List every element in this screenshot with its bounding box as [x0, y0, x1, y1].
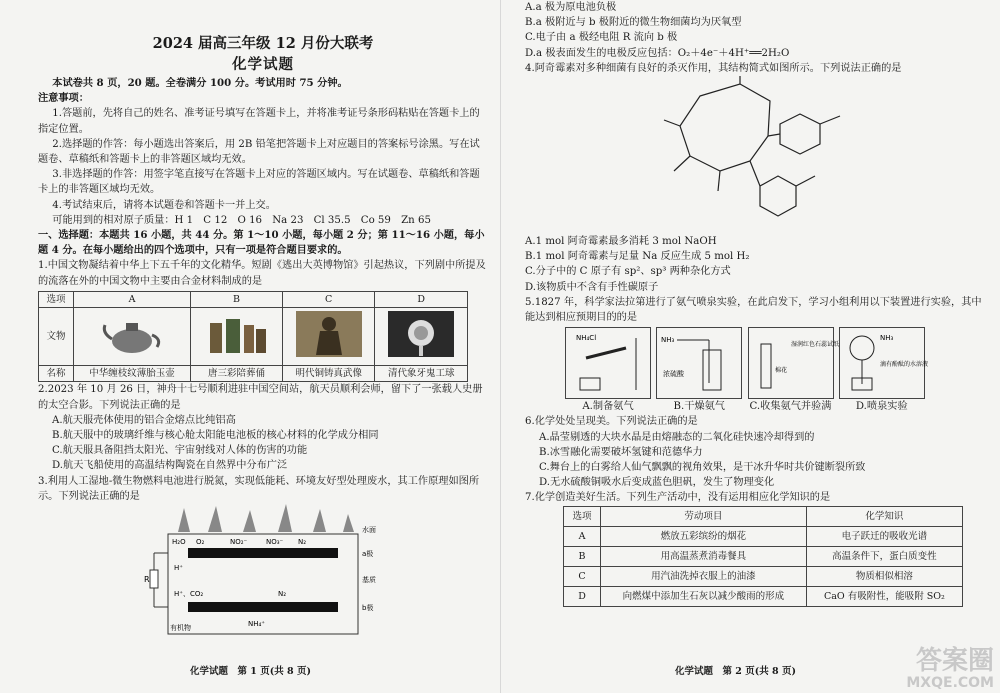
artifact-teapot-image	[74, 308, 191, 366]
q6-option: A.晶莹剔透的大块水晶是由熔融态的二氧化硅快速冷却得到的	[539, 431, 815, 443]
table-cell: C	[282, 291, 375, 307]
diagram-label: N₂	[298, 538, 307, 547]
diagram-label: 水面	[362, 526, 376, 535]
page-footer: 化学试题 第 1 页(共 8 页)	[190, 665, 311, 677]
apparatus-caption: D.喷泉实验	[855, 401, 908, 413]
table-cell: C	[564, 566, 601, 586]
diagram-label: NH₄⁺	[248, 620, 266, 629]
table-row	[39, 308, 468, 366]
table-row	[564, 586, 963, 606]
q3-option: C.电子由 a 极经电阻 R 流向 b 极	[525, 32, 678, 44]
diagram-label: b极	[362, 604, 374, 613]
table-header: 选项	[564, 506, 601, 526]
table-cell: B	[191, 291, 283, 307]
exam-title: 2024 届高三年级 12 月份大联考	[152, 35, 374, 52]
apparatus-b	[656, 327, 742, 414]
note-item: 4.考试结束后，请将本试题卷和答题卡一并上交。	[52, 199, 276, 211]
q7-table	[563, 506, 963, 607]
page-footer: 化学试题 第 2 页(共 8 页)	[675, 665, 796, 677]
table-cell: 唐三彩陪葬俑	[191, 366, 283, 382]
q4-option: B.1 mol 阿奇霉素与足量 Na 反应生成 5 mol H₂	[525, 251, 750, 263]
table-cell: 用汽油洗掉衣服上的油漆	[601, 566, 807, 586]
watermark-logo	[906, 647, 994, 691]
q6-option: C.舞台上的白雾给人仙气飘飘的视角效果，是干冰升华时共价键断裂所致	[539, 462, 866, 474]
note-item: 3.非选择题的作答：用签字笔直接写在答题卡上对应的答题区域内。写在试题卷、草稿纸和答题卡上的非答题区域均无效。	[38, 169, 480, 196]
table-cell: 选项	[39, 291, 74, 307]
q4-stem: 4.阿奇霉素对多种细菌有良好的杀灭作用，其结构简式如图所示。下列说法正确的是	[525, 62, 902, 74]
table-cell: 明代铜铸真武像	[282, 366, 375, 382]
diagram-label: NO₃⁻	[266, 538, 284, 547]
wetland-fuel-cell-diagram	[144, 504, 388, 644]
table-cell: D	[564, 586, 601, 606]
note-item: 2.选择题的作答：每小题选出答案后，用 2B 铅笔把答题卡上对应题目的答案标号涂黑。写在试题卷、草稿纸和答题卡上的非答题区域均无效。	[38, 138, 480, 166]
q6-stem: 6.化学处处呈现美。下列说法正确的是	[525, 416, 698, 428]
diagram-label: H⁺、CO₂	[174, 590, 204, 599]
apparatus-d	[839, 327, 928, 414]
q2-option: C.航天服具备阻挡太阳光、宇宙射线对人体的伤害的功能	[52, 445, 308, 457]
q3-stem: 3.利用人工湿地-微生物燃料电池进行脱氮，实现低能耗、环境友好型处理废水，其工作原理如图所示。下列说法正确的是	[38, 475, 480, 502]
q3-option: D.a 极表面发生的电极反应包括：O₂＋4e⁻＋4H⁺══2H₂O	[525, 47, 790, 59]
q5-stem: 5.1827 年，科学家法拉第进行了氨气喷泉实验，在此启发下，学习小组利用以下装置进行实验，其中能达到相应预期目的的是	[525, 296, 982, 324]
table-row	[564, 526, 963, 546]
q4-option: C.分子中的 C 原子有 sp²、sp³ 两种杂化方式	[525, 266, 731, 278]
q6-option: B.冰雪融化需要破坏氢键和范德华力	[539, 446, 703, 458]
watermark-url: MXQE.COM	[906, 675, 994, 691]
watermark-text: 答案圈	[915, 646, 994, 676]
q2-option: A.航天服壳体使用的铝合金熔点比纯铝高	[52, 414, 236, 426]
table-cell: 清代象牙鬼工球	[375, 366, 468, 382]
apparatus-label: NH₄Cl	[576, 334, 597, 343]
table-cell: 高温条件下，蛋白质变性	[806, 546, 962, 566]
artifact-tang-figures-image	[191, 308, 283, 366]
diagram-label: 有机物	[170, 624, 191, 633]
notes-heading: 注意事项：	[38, 92, 89, 105]
apparatus-label: NH₃	[879, 334, 894, 343]
q3-option: A.a 极为原电池负极	[525, 2, 617, 13]
diagram-label: H⁺	[174, 564, 183, 573]
q5-apparatus-row	[565, 327, 986, 414]
q2-option: B.航天服中的玻璃纤维与核心舱太阳能电池板的核心材料的化学成分相同	[52, 430, 379, 442]
apparatus-caption: A.制备氨气	[582, 401, 634, 413]
atomic-masses: 可能用到的相对原子质量：H 1 C 12 O 16 Na 23 Cl 35.5 Co 59 Zn 65	[52, 214, 431, 226]
q1-table	[38, 291, 468, 383]
table-cell: D	[375, 291, 468, 307]
resistor-label: R	[144, 575, 150, 585]
table-row	[564, 566, 963, 586]
table-header: 劳动项目	[601, 506, 807, 526]
apparatus-label: 湿润红色石蕊试纸	[790, 341, 839, 349]
table-cell: 电子跃迁的吸收光谱	[806, 526, 962, 546]
table-row	[564, 506, 963, 526]
diagram-label: H₂O	[172, 538, 186, 547]
diagram-label: N₂	[278, 590, 287, 599]
q4-option: D.该物质中不含有手性碳原子	[525, 281, 659, 293]
table-row	[39, 366, 468, 382]
q2-stem: 2.2023 年 10 月 26 日，神舟十七号顺利进驻中国空间站，航天员顺利会师，留下了一张载人史册的太空合影。下列说法正确的是	[38, 384, 483, 411]
apparatus-label: NH₃	[661, 336, 675, 345]
table-cell: 用高温蒸煮消毒餐具	[601, 546, 807, 566]
azithromycin-structure-diagram	[660, 76, 880, 234]
diagram-label: a极	[362, 550, 374, 559]
table-row	[39, 291, 468, 307]
apparatus-label: 棉花	[774, 367, 787, 375]
apparatus-label: 浓硫酸	[663, 370, 685, 379]
diagram-label: 基质	[362, 576, 376, 585]
section-heading: 一、选择题：本题共 16 小题，共 44 分。第 1～10 小题，每小题 2 分；第 11～16 小题，每小题 4 分。在每小题给出的四个选项中，只有一项是符合题目要求的。	[38, 229, 485, 257]
table-cell: 向燃煤中添加生石灰以减少酸雨的形成	[601, 586, 807, 606]
exam-intro: 本试卷共 8 页，20 题。全卷满分 100 分。考试用时 75 分钟。	[52, 77, 348, 89]
artifact-ivory-ball-image	[375, 308, 468, 366]
q3-option: B.a 极附近与 b 极附近的微生物细菌均为厌氧型	[525, 17, 742, 29]
table-cell: A	[564, 526, 601, 546]
q2-option: D.航天飞船使用的高温结构陶瓷在自然界中分布广泛	[52, 460, 288, 472]
q4-option: A.1 mol 阿奇霉素最多消耗 3 mol NaOH	[525, 236, 717, 248]
artifact-bronze-statue-image	[282, 308, 375, 366]
apparatus-c	[748, 327, 839, 414]
table-header: 化学知识	[806, 506, 962, 526]
table-cell: 名称	[39, 366, 74, 382]
table-cell: A	[74, 291, 191, 307]
apparatus-label: 滴有酚酞的水溶液	[879, 361, 928, 369]
table-cell: CaO 有吸附性，能吸附 SO₂	[806, 586, 962, 606]
q7-stem: 7.化学创造美好生活。下列生产活动中，没有运用相应化学知识的是	[525, 492, 831, 504]
right-page	[500, 0, 1000, 693]
table-cell: 物质相似相溶	[806, 566, 962, 586]
table-row	[564, 546, 963, 566]
table-cell: 中华缠枝纹薄胎玉壶	[74, 366, 191, 382]
exam-subtitle: 化学试题	[232, 56, 294, 73]
apparatus-caption: C.收集氨气并验满	[749, 401, 832, 413]
note-item: 1.答题前，先将自己的姓名、准考证号填写在答题卡上，并将准考证号条形码粘贴在答题卡上的指定位置。	[38, 108, 480, 135]
diagram-label: O₂	[196, 538, 205, 547]
table-cell: 文物	[39, 308, 74, 366]
table-cell: B	[564, 546, 601, 566]
apparatus-a	[565, 327, 651, 414]
q6-option: D.无水硫酸铜吸水后变成蓝色胆矾，发生了物理变化	[539, 477, 775, 489]
diagram-label: NO₂⁻	[230, 538, 248, 547]
table-cell: 燃放五彩缤纷的烟花	[601, 526, 807, 546]
q1-stem: 1.中国文物凝结着中华上下五千年的文化精华。短剧《逃出大英博物馆》引起热议，下列剧中所提及的流落在外的中国文物中主要由合金材料制成的是	[38, 260, 486, 287]
apparatus-caption: B.干燥氨气	[673, 401, 725, 413]
